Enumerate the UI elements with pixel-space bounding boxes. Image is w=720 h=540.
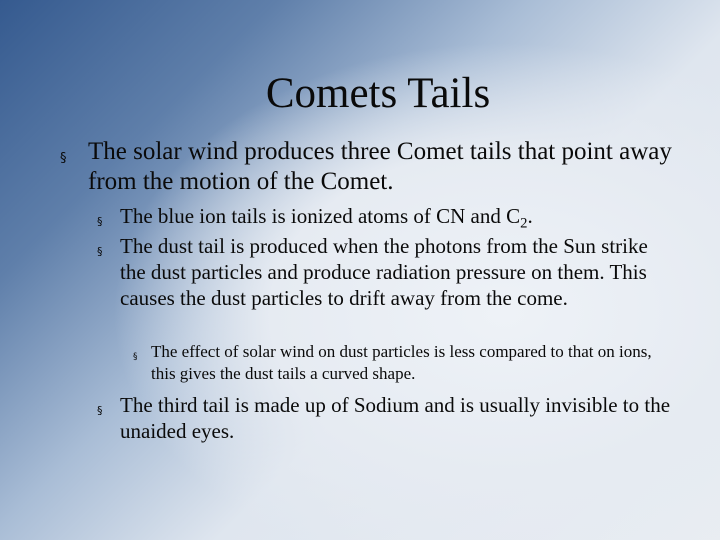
bullet-ion-tail [97,203,677,232]
subscript-2: 2 [520,215,528,232]
bullet-marker: § [133,352,138,362]
bullet-marker: § [97,245,103,258]
bullet-dust-tail [97,233,677,311]
bullet-marker: § [97,215,103,228]
bullet-text [97,203,677,232]
bullet-solar-wind [60,137,680,197]
bullet-curved-shape [133,341,673,385]
slide-title: Comets Tails [265,70,491,117]
bullet-text: The solar wind produces three Comet tails that point away from the motion of the Comet. [88,138,672,195]
bullet-text: The dust tail is produced when the photons from the Sun strike the dust particles and produce radiation pressure on them. This causes the dust particles to drift away from the come. [120,234,648,310]
bullet-marker: § [97,404,103,417]
bullet-text-end: . [527,204,533,228]
bullet-text-main: The blue ion tails is ionized atoms of CN and C [120,204,521,228]
bullet-marker: § [60,151,67,166]
bullet-text: The third tail is made up of Sodium and is usually invisible to the unaided eyes. [120,393,671,443]
bullet-sodium-tail [97,392,677,444]
bullet-text: The effect of solar wind on dust particles is less compared to that on ions, this gives the dust tails a curved shape. [151,342,652,383]
